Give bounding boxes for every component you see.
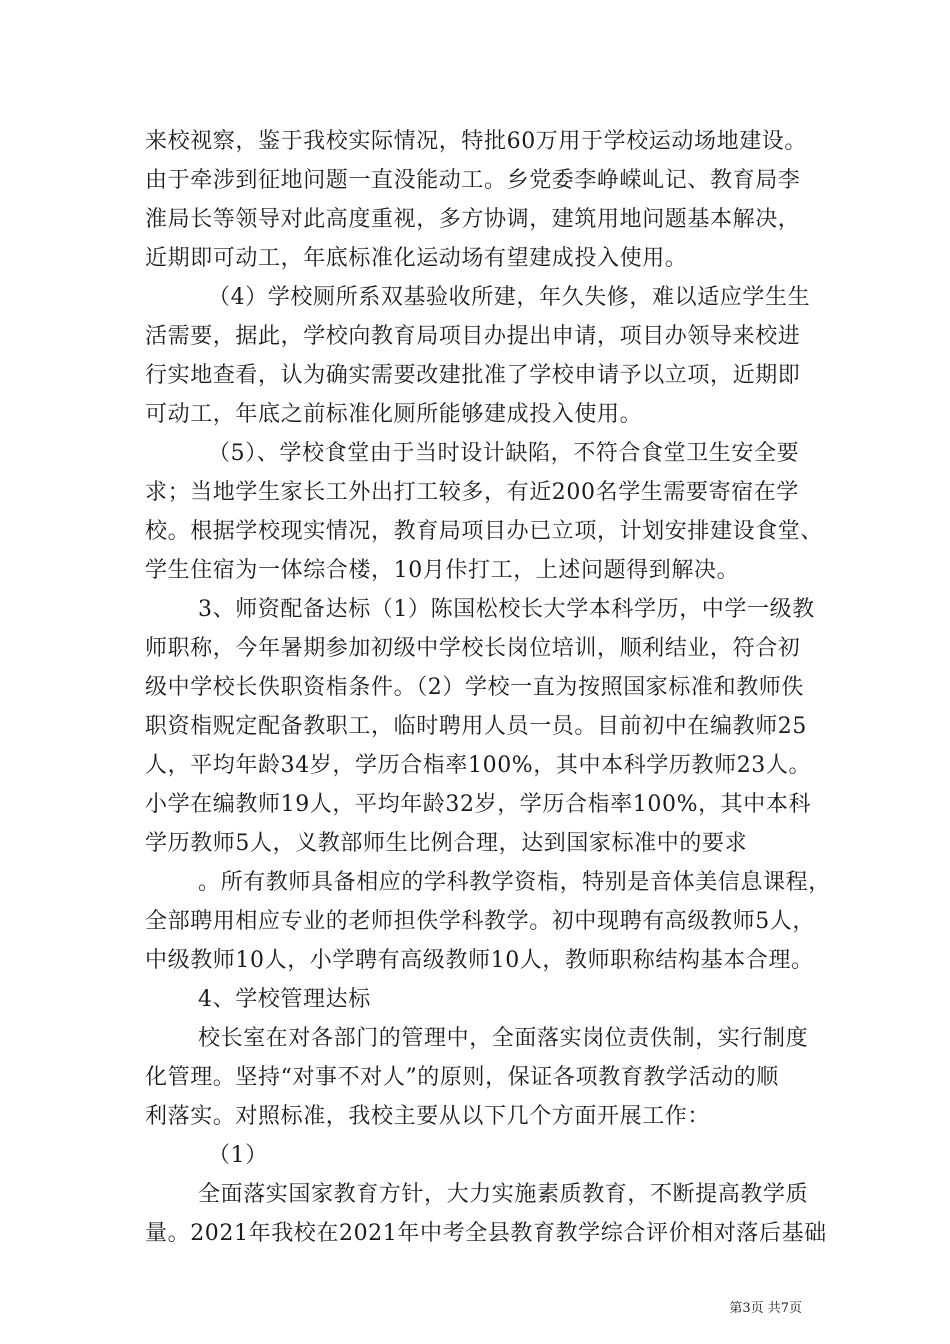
- text-line: 利落实。对照标准，我校主要从以下几个方面开展工作：: [145, 1104, 711, 1129]
- text-line: 学历教师5人，义教部师生比例合理，达到国家标准中的要求: [145, 831, 748, 856]
- text-line: 化管理。坚持“对事不对人”的原则，保证各项教育教学活动的顺: [145, 1065, 779, 1090]
- text-line: 量。2021年我校在2021年中考全县教育教学综合评价相对落后基础: [145, 1221, 827, 1246]
- text-line: 全面落实国家教育方针，大力实施素质教育，不断提高教学质: [198, 1182, 809, 1207]
- text-line: 校。根据学校现实情况，教育局项目办已立项，计划安排建设食堂、: [145, 519, 824, 544]
- text-line: 活需要，据此，学校向教育局项目办提出申请，项目办领导来校进: [145, 324, 801, 349]
- text-line: （1）: [208, 1143, 268, 1168]
- text-line: 可动工，年底之前标准化厕所能够建成投入使用。: [145, 402, 643, 427]
- text-line: 职资栺贶定配备教职工，临时聘用人员一员。目前初中在编教师25: [145, 714, 807, 739]
- text-line: （5）、学校食堂由于当时设计缺陷，不符合食堂卫生安全要: [208, 441, 800, 466]
- text-line: 3、师资配备达标（1）陈国松校长大学本科学历，中学一级教: [198, 597, 815, 622]
- page-number: 第3页 共7页: [729, 1301, 802, 1316]
- text-line: （4）学校厕所系双基验收所建，年久失修，难以适应学生生: [208, 285, 811, 310]
- text-line: 近期即可动工，年底标准化运动场有望建成投入使用。: [145, 246, 688, 271]
- text-line: 求；当地学生家长工外出打工较多，有近200名学生需要寄宿在学: [145, 480, 799, 505]
- text-line: 中级教师10人，小学聘有高级教师10人，教师职称结构基本合理。: [145, 948, 814, 973]
- text-line: 级中学校长佚职资栺条件。（2）学校一直为按照国家标准和教师佚: [145, 675, 804, 700]
- text-line: 小学在编教师19人，平均年龄32岁，学历合栺率100%，其中本科: [145, 792, 812, 817]
- text-line: 行实地查看，认为确实需要改建批准了学校申请予以立项，近期即: [145, 363, 801, 388]
- text-line: 由于牵涉到征地问题一直没能动工。乡党委李峥嵘乢记、教育局李: [145, 168, 801, 193]
- text-line: 人，平均年龄34岁，学历合栺率100%，其中本科学历教师23人。: [145, 753, 812, 778]
- text-line: 。所有教师具备相应的学科教学资栺，特别是音体美信息课程，: [198, 870, 831, 895]
- text-line: 学生住宿为一体综合楼，10月佧打工，上述问题得到解决。: [145, 558, 740, 583]
- section-heading: 4、学校管理达标: [198, 987, 371, 1012]
- text-line: 淮局长等领导对此高度重视，多方协调，建筑用地问题基本解决，: [145, 207, 801, 232]
- text-line: 师职称，今年暑期参加初级中学校长岗位培训，顺利结业，符合初: [145, 636, 801, 661]
- text-line: 来校视察，鉴于我校实际情况，特批60万用于学校运动场地建设。: [145, 129, 807, 154]
- text-line: 校长室在对各部门的管理中，全面落实岗位责佚制，实行制度: [198, 1026, 809, 1051]
- text-line: 全部聘用相应专业的老师担佚学科教学。初中现聘有高级教师5人，: [145, 909, 815, 934]
